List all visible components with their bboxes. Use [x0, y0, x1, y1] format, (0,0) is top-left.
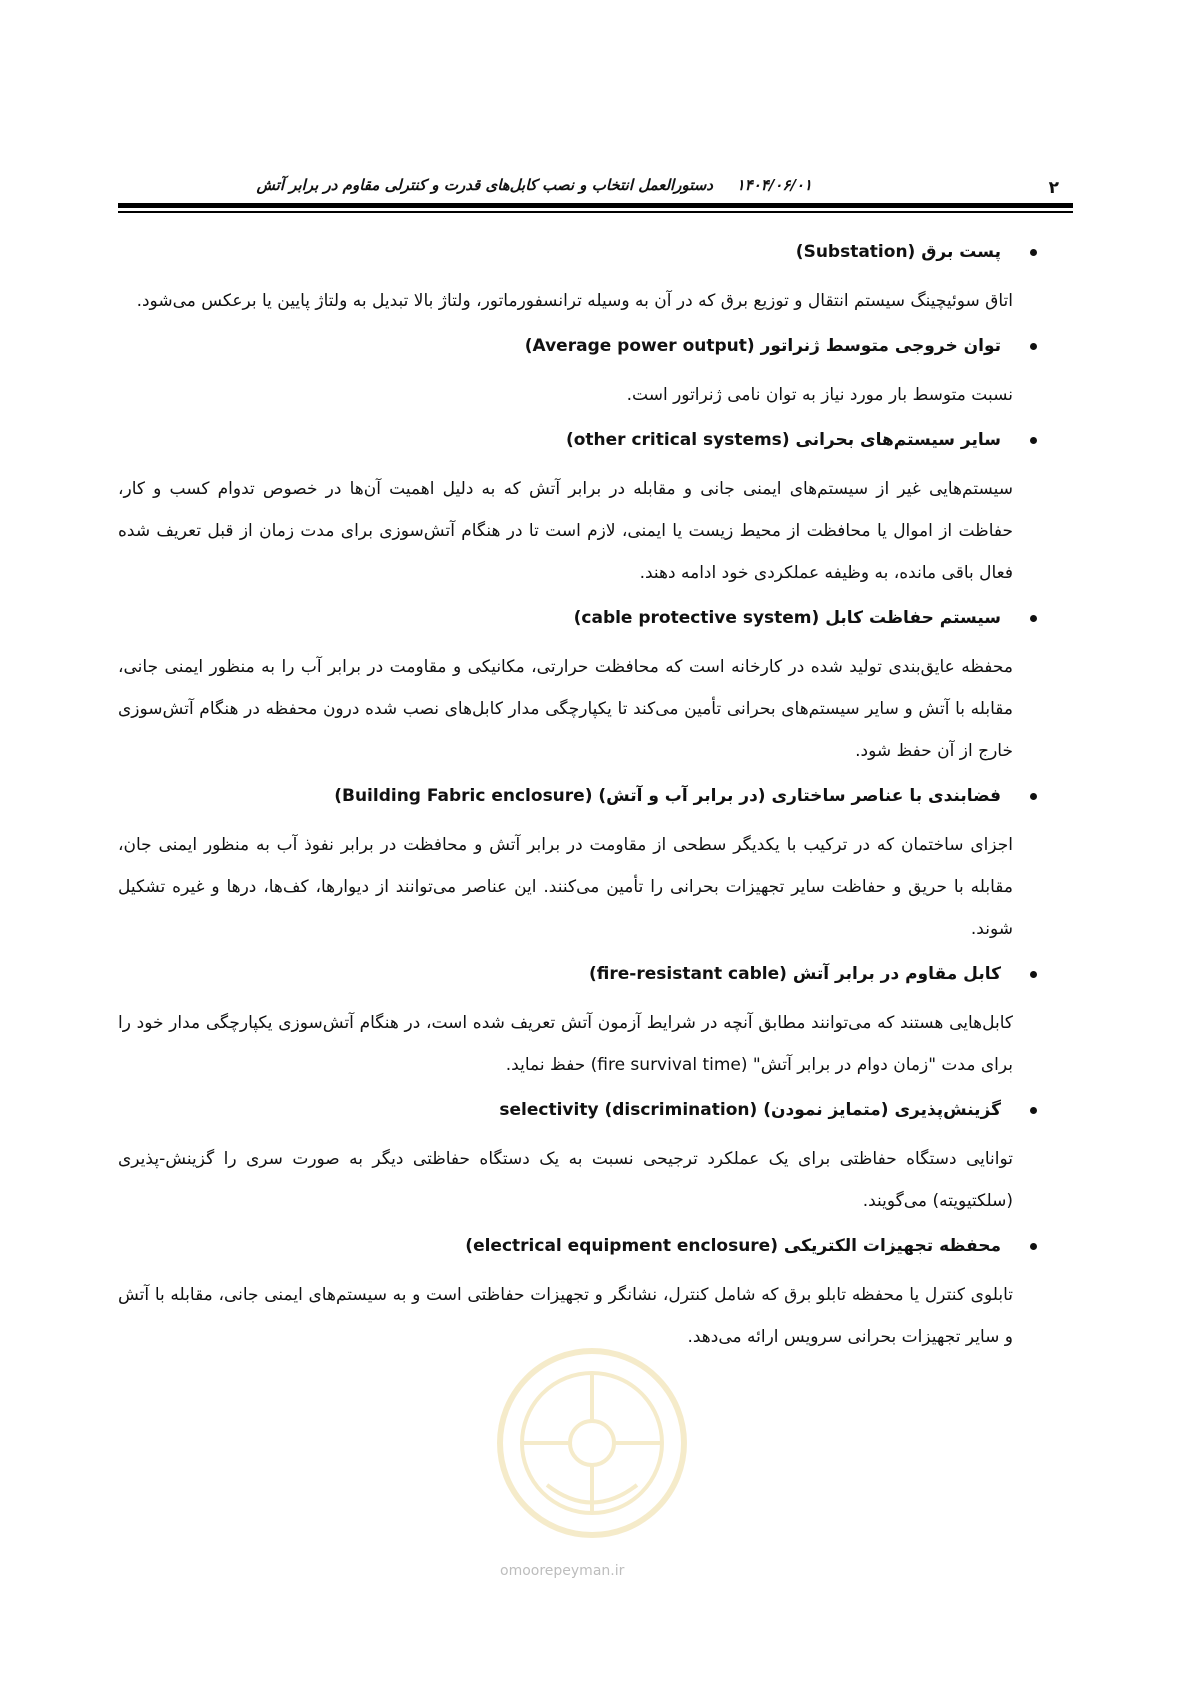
definitions-list: [118, 238, 1013, 1368]
bullet-icon: [1030, 793, 1037, 800]
term-electrical-equipment-enclosure: محفظه تجهیزات الکتریکی (electrical equipment enclosure): [118, 1232, 1013, 1260]
header-rule-thin: [118, 211, 1073, 213]
bullet-icon: [1030, 437, 1037, 444]
definition-cable-protective-system: محفظه عایق‌بندی تولید شده در کارخانه است که محافظت حرارتی، مکانیکی و مقاومت در برابر آب را به منظور ایمنی جانی، مقابله با آتش و سایر سیستم‌های بحرانی تأمین می‌کند تا یکپارچگی مدار کابل‌های نصب شده درون محفظه در هنگام آتش‌سوزی خارج از آن حفظ شود.: [118, 657, 1013, 761]
bullet-icon: [1030, 343, 1037, 350]
term-substation: پست برق (Substation): [118, 238, 1013, 266]
term-average-power-output: توان خروجی متوسط ژنراتور (Average power output): [118, 332, 1013, 360]
definition-electrical-equipment-enclosure: تابلوی کنترل یا محفظه تابلو برق که شامل کنترل، نشانگر و تجهیزات حفاظتی است و به سیستم‌های ایمنی جانی، مقابله با آتش و سایر تجهیزات بحرانی سرویس ارائه می‌دهد.: [118, 1285, 1013, 1347]
definition-building-fabric-enclosure: اجزای ساختمان که در ترکیب با یکدیگر سطحی از مقاومت در برابر آتش و محافظت در برابر نفوذ آب به منظور ایمنی جان، مقابله با حریق و حفاظت سایر تجهیزات بحرانی را تأمین می‌کنند. این عناصر می‌توانند از دیوارها، کف‌ها، درها و غیره تشکیل شوند.: [118, 835, 1013, 939]
definition-selectivity: توانایی دستگاه حفاظتی برای یک عملکرد ترجیحی نسبت به یک دستگاه حفاظتی دیگر به صورت سری را گزینش-پذیری (سلکتیویته) می‌گویند.: [118, 1149, 1013, 1211]
term-fire-resistant-cable: کابل مقاوم در برابر آتش (fire-resistant cable): [118, 960, 1013, 988]
watermark-url: omoorepeyman.ir: [500, 1563, 625, 1579]
bullet-icon: [1030, 1107, 1037, 1114]
page-number: ۲: [1048, 178, 1059, 198]
definition-other-critical-systems: سیستم‌هایی غیر از سیستم‌های ایمنی جانی و مقابله در برابر آتش که به دلیل اهمیت آن‌ها در خصوص تدوام کسب و کار، حفاظت از اموال یا محافظت از محیط زیست یا ایمنی، لازم است تا در هنگام آتش‌سوزی برای مدت زمان از قبل تعریف شده فعال باقی مانده، به وظیفه عملکردی خود ادامه دهند.: [118, 479, 1013, 583]
bullet-icon: [1030, 1243, 1037, 1250]
term-building-fabric-enclosure: فضابندی با عناصر ساختاری (در برابر آب و آتش) (Building Fabric enclosure): [118, 782, 1013, 810]
page-header: [118, 170, 1073, 200]
definition-average-power-output: نسبت متوسط بار مورد نیاز به توان نامی ژنراتور است.: [626, 385, 1013, 405]
header-date: ۱۴۰۴/۰۶/۰۱: [736, 176, 812, 194]
definition-substation: اتاق سوئیچینگ سیستم انتقال و توزیع برق که در آن به وسیله ترانسفورماتور، ولتاژ بالا تبدیل به ولتاژ پایین یا برعکس می‌شود.: [136, 291, 1013, 311]
term-cable-protective-system: سیستم حفاظت کابل (cable protective system): [118, 604, 1013, 632]
bullet-icon: [1030, 615, 1037, 622]
bullet-icon: [1030, 971, 1037, 978]
watermark-seal-icon: [492, 1335, 692, 1550]
bullet-icon: [1030, 249, 1037, 256]
header-title: دستورالعمل انتخاب و نصب کابل‌های قدرت و کنترلی مقاوم در برابر آتش: [256, 176, 713, 194]
definition-fire-resistant-cable: کابل‌هایی هستند که می‌توانند مطابق آنچه در شرایط آزمون آتش تعریف شده است، در هنگام آتش‌سوزی یکپارچگی مدار خود را برای مدت "زمان دوام در برابر آتش" (fire survival time) حفظ نماید.: [118, 1013, 1013, 1075]
term-selectivity: گزینش‌پذیری (متمایز نمودن) (selectivity (discrimination: [118, 1096, 1013, 1124]
term-other-critical-systems: سایر سیستم‌های بحرانی (other critical systems): [118, 426, 1013, 454]
header-rule-thick: [118, 203, 1073, 208]
